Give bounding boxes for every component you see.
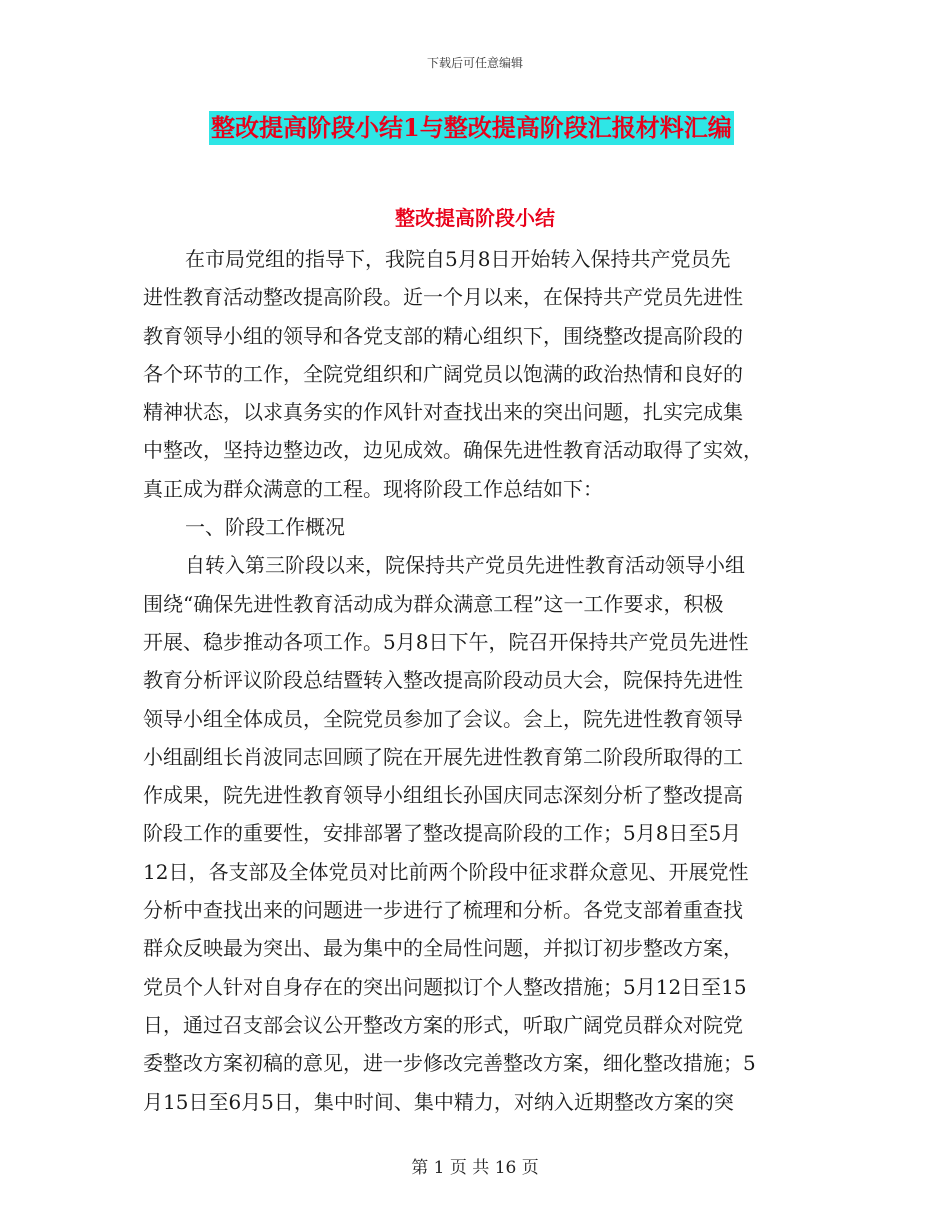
paragraph-line: 12日，各支部及全体党员对比前两个阶段中征求群众意见、开展党性	[143, 859, 749, 884]
paragraph-line: 中整改，坚持边整边改，边见成效。确保先进性教育活动取得了实效，	[143, 438, 763, 463]
paragraph-line: 领导小组全体成员，全院党员参加了会议。会上，院先进性教育领导	[143, 706, 743, 731]
body-text	[143, 240, 807, 1121]
paragraph-line: 各个环节的工作，全院党组织和广阔党员以饱满的政治热情和良好的	[143, 361, 743, 386]
paragraph-line: 开展、稳步推动各项工作。5月8日下午，院召开保持共产党员先进性	[143, 629, 749, 654]
paragraph-line: 精神状态，以求真务实的作风针对查找出来的突出问题，扎实完成集	[143, 400, 743, 425]
paragraph-line: 教育领导小组的领导和各党支部的精心组织下，围绕整改提高阶段的	[143, 323, 743, 348]
paragraph-line: 日，通过召支部会议公开整改方案的形式，听取广阔党员群众对院党	[143, 1012, 743, 1037]
paragraph-line: 自转入第三阶段以来，院保持共产党员先进性教育活动领导小组	[185, 553, 745, 578]
paragraph-line: 委整改方案初稿的意见，进一步修改完善整改方案，细化整改措施；5	[143, 1051, 756, 1076]
paragraph-line: 小组副组长肖波同志回顾了院在开展先进性教育第二阶段所取得的工	[143, 744, 743, 769]
paragraph-line: 阶段工作的重要性，安排部署了整改提高阶段的工作；5月8日至5月	[143, 821, 742, 846]
paragraph-line: 真正成为群众满意的工程。现将阶段工作总结如下：	[143, 476, 603, 501]
paragraph-line: 分析中查找出来的问题进一步进行了梳理和分析。各党支部着重查找	[143, 898, 743, 923]
section-title: 整改提高阶段小结	[395, 206, 555, 230]
paragraph-line: 围绕“确保先进性教育活动成为群众满意工程”这一工作要求，积极	[143, 591, 724, 616]
paragraph-line: 月15日至6月5日，集中时间、集中精力，对纳入近期整改方案的突	[143, 1089, 734, 1114]
section-heading: 一、阶段工作概况	[185, 515, 345, 540]
page-footer: 第 1 页 共 16 页	[411, 1158, 539, 1178]
paragraph-line: 在市局党组的指导下，我院自5月8日开始转入保持共产党员先	[185, 247, 731, 271]
paragraph-line: 教育分析评议阶段总结暨转入整改提高阶段动员大会，院保持先进性	[143, 668, 743, 693]
paragraph-line: 作成果，院先进性教育领导小组组长孙国庆同志深刻分析了整改提高	[143, 783, 743, 808]
paragraph-line: 群众反映最为突出、最为集中的全局性问题，并拟订初步整改方案，	[143, 936, 743, 961]
header-note: 下载后可任意编辑	[426, 56, 523, 70]
paragraph-line: 党员个人针对自身存在的突出问题拟订个人整改措施；5月12日至15	[143, 974, 747, 999]
document-main-title: 整改提高阶段小结1与整改提高阶段汇报材料汇编	[209, 111, 734, 145]
paragraph-line: 进性教育活动整改提高阶段。近一个月以来，在保持共产党员先进性	[143, 285, 743, 310]
